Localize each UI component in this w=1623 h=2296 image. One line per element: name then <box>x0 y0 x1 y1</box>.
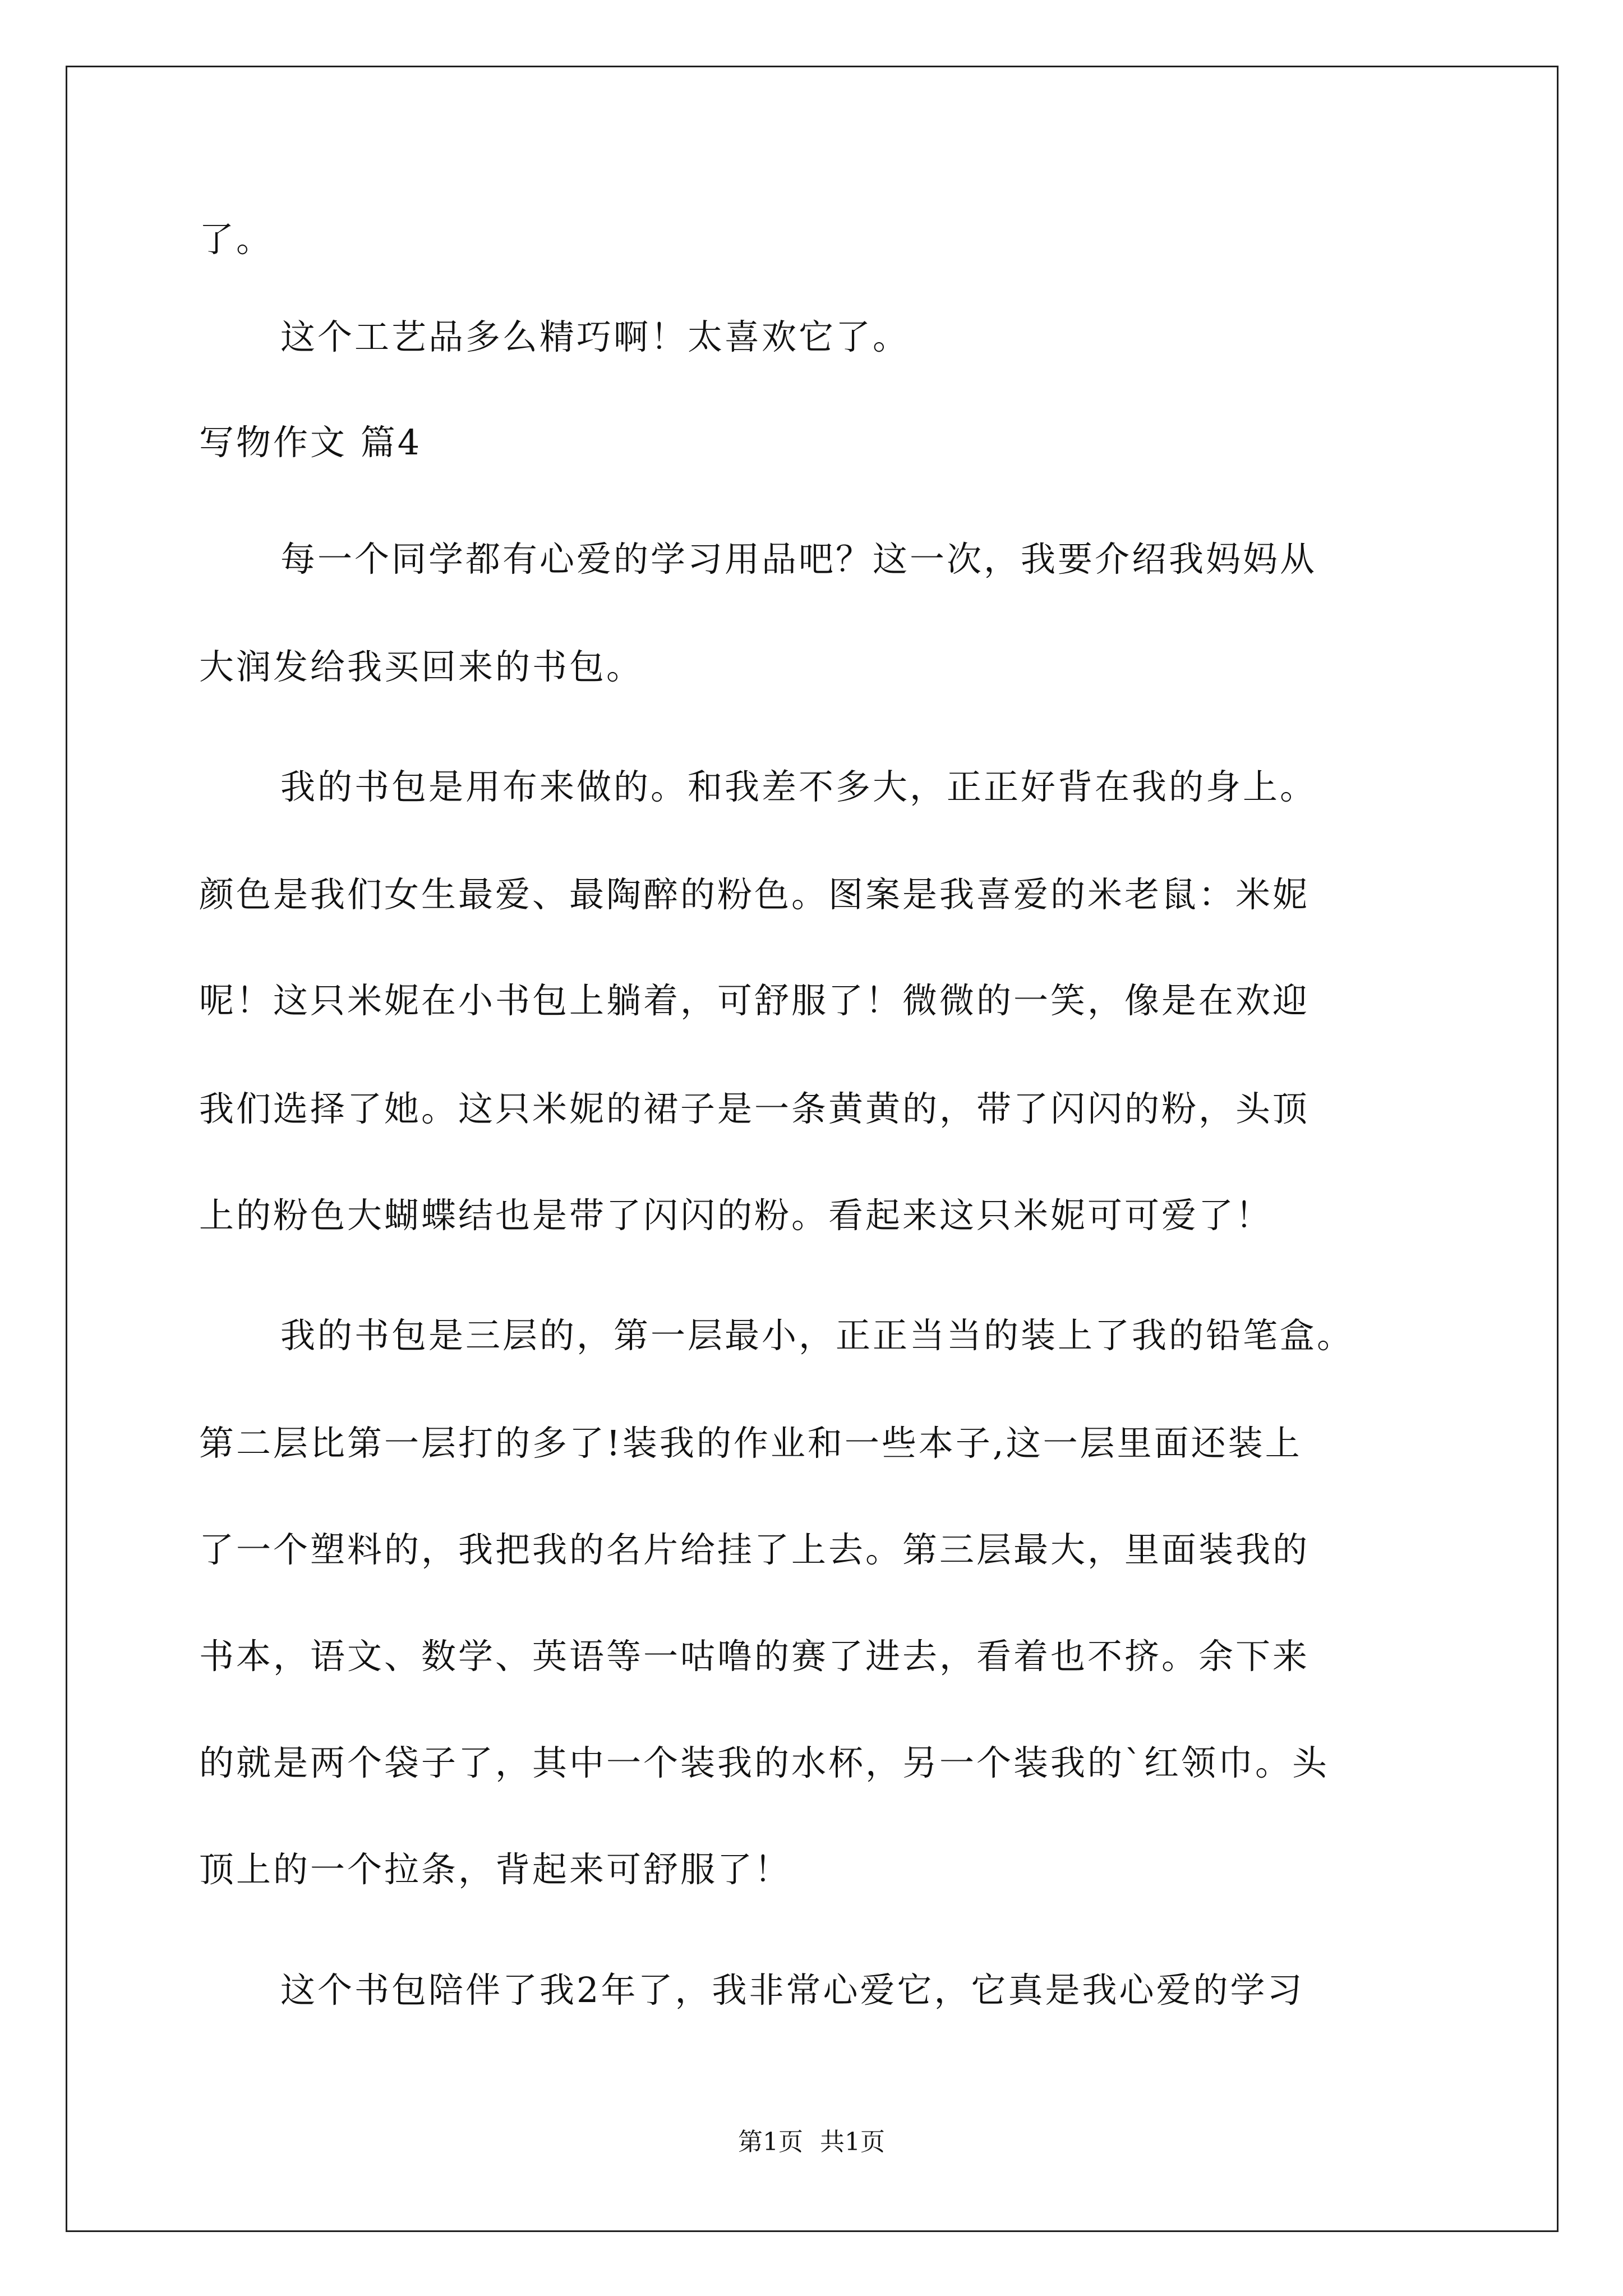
text-line: 呢！这只米妮在小书包上躺着，可舒服了！微微的一笑，像是在欢迎 <box>199 980 1310 1021</box>
text-line: 这个工艺品多么精巧啊！太喜欢它了。 <box>280 316 910 357</box>
text-line: 的就是两个袋子了，其中一个装我的水杯，另一个装我的`红领巾。头 <box>199 1742 1330 1783</box>
page-footer <box>0 2130 1623 2155</box>
text-line: 书本，语文、数学、英语等一咕噜的赛了进去，看着也不挤。余下来 <box>199 1636 1310 1677</box>
page-border <box>66 66 1559 2232</box>
text-line: 颜色是我们女生最爱、最陶醉的粉色。图案是我喜爱的米老鼠：米妮 <box>199 874 1310 915</box>
page-number: 第1页 <box>738 2128 803 2156</box>
text-line: 了。 <box>199 219 274 260</box>
text-line: 我们选择了她。这只米妮的裙子是一条黄黄的，带了闪闪的粉，头顶 <box>199 1088 1310 1129</box>
text-line: 上的粉色大蝴蝶结也是带了闪闪的粉。看起来这只米妮可可爱了！ <box>199 1195 1273 1236</box>
section-heading: 写物作文 篇4 <box>199 422 422 463</box>
text-line: 每一个同学都有心爱的学习用品吧？这一次，我要介绍我妈妈从 <box>280 539 1317 579</box>
text-line: 顶上的一个拉条，背起来可舒服了！ <box>199 1849 792 1890</box>
text-line: 这个书包陪伴了我2年了，我非常心爱它，它真是我心爱的学习 <box>280 1970 1304 2010</box>
text-line: 我的书包是用布来做的。和我差不多大，正正好背在我的身上。 <box>280 766 1317 807</box>
text-line: 第二层比第一层打的多了!装我的作业和一些本子,这一层里面还装上 <box>199 1423 1302 1464</box>
text-line: 了一个塑料的，我把我的名片给挂了上去。第三层最大，里面装我的 <box>199 1529 1310 1570</box>
page-total: 共1页 <box>820 2128 885 2156</box>
text-line: 大润发给我买回来的书包。 <box>199 646 644 687</box>
text-line: 我的书包是三层的，第一层最小，正正当当的装上了我的铅笔盒。 <box>280 1315 1354 1356</box>
